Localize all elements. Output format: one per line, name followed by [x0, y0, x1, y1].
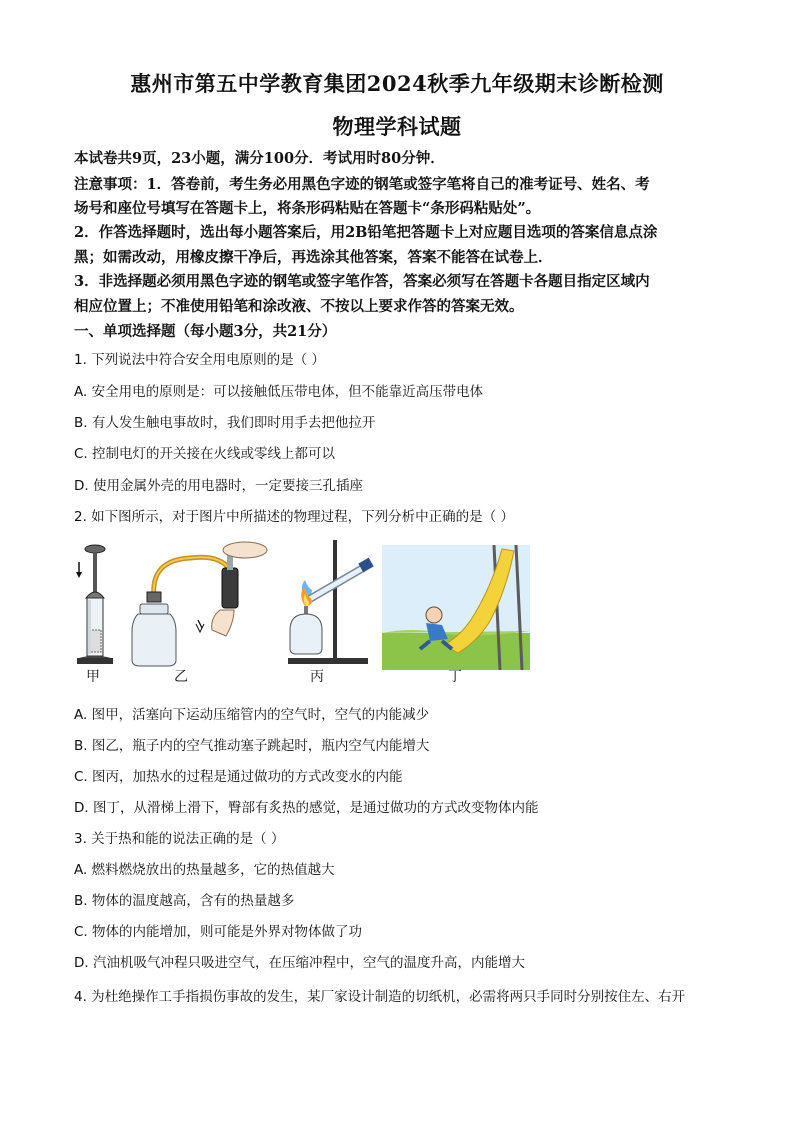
notes-line-3: 2．作答选择题时，选出每小题答案后，用2B铅笔把答题卡上对应题目选项的答案信息点涂: [74, 224, 658, 241]
figure-label-yi: 乙: [174, 669, 188, 685]
piston-tube-illustration: [70, 540, 120, 670]
question-1-option-c: C. 控制电灯的开关接在火线或零线上都可以: [74, 446, 336, 462]
question-2-option-d: D. 图丁，从滑梯上滑下，臀部有炙热的感觉，是通过做功的方式改变物体内能: [74, 800, 539, 816]
notes-line-5: 3．非选择题必须用黑色字迹的钢笔或签字笔作答，答案必须写在答题卡各题目指定区域内: [74, 273, 650, 290]
intro-line: 本试卷共9页，23小题，满分100分．考试用时80分钟．: [74, 150, 445, 167]
figure-label-ding: 丁: [448, 669, 462, 685]
question-2-figures: [70, 540, 540, 690]
section-heading: 一、单项选择题（每小题3分，共21分）: [74, 323, 337, 340]
exam-title: 惠州市第五中学教育集团2024秋季九年级期末诊断检测: [130, 71, 664, 96]
exam-subtitle: 物理学科试题: [332, 114, 462, 139]
test-tube-heating-illustration: [278, 540, 378, 670]
question-1-option-a: A. 安全用电的原则是：可以接触低压带电体，但不能靠近高压带电体: [74, 384, 484, 400]
question-2-option-a: A. 图甲，活塞向下运动压缩管内的空气时，空气的内能减少: [74, 707, 430, 723]
notes-line-2: 场号和座位号填写在答题卡上，将条形码粘贴在答题卡“条形码粘贴处”。: [74, 200, 541, 217]
bottle-pump-illustration: [130, 540, 275, 670]
slide-illustration: [382, 545, 530, 670]
question-2-option-c: C. 图丙，加热水的过程是通过做功的方式改变水的内能: [74, 769, 403, 785]
figure-label-jia: 甲: [86, 669, 100, 685]
question-1-option-b: B. 有人发生触电事故时，我们即时用手去把他拉开: [74, 415, 376, 431]
question-1-option-d: D. 使用金属外壳的用电器时，一定要接三孔插座: [74, 478, 363, 494]
notes-line-6: 相应位置上；不准使用铅笔和涂改液、不按以上要求作答的答案无效。: [74, 298, 524, 315]
question-3-option-d: D. 汽油机吸气冲程只吸进空气，在压缩冲程中，空气的温度升高，内能增大: [74, 955, 525, 971]
question-2-option-b: B. 图乙，瓶子内的空气推动塞子跳起时，瓶内空气内能增大: [74, 738, 430, 754]
question-3-option-b: B. 物体的温度越高，含有的热量越多: [74, 893, 295, 909]
question-1-stem: 1. 下列说法中符合安全用电原则的是（ ）: [74, 352, 325, 368]
notes-line-4: 黑；如需改动，用橡皮擦干净后，再选涂其他答案，答案不能答在试卷上．: [74, 249, 553, 266]
notes-line-1: 注意事项：1．答卷前，考生务必用黑色字迹的钢笔或签字笔将自己的准考证号、姓名、考: [74, 176, 650, 193]
question-4-stem: 4. 为杜绝操作工手指损伤事故的发生，某厂家设计制造的切纸机，必需将两只手同时分别按住左、右开: [74, 989, 686, 1005]
figure-label-bing: 丙: [310, 669, 324, 685]
question-3-option-c: C. 物体的内能增加，则可能是外界对物体做了功: [74, 924, 363, 940]
question-2-stem: 2. 如下图所示，对于图片中所描述的物理过程，下列分析中正确的是（ ）: [74, 509, 514, 525]
question-3-stem: 3. 关于热和能的说法正确的是（ ）: [74, 831, 285, 847]
question-3-option-a: A. 燃料燃烧放出的热量越多，它的热值越大: [74, 862, 335, 878]
